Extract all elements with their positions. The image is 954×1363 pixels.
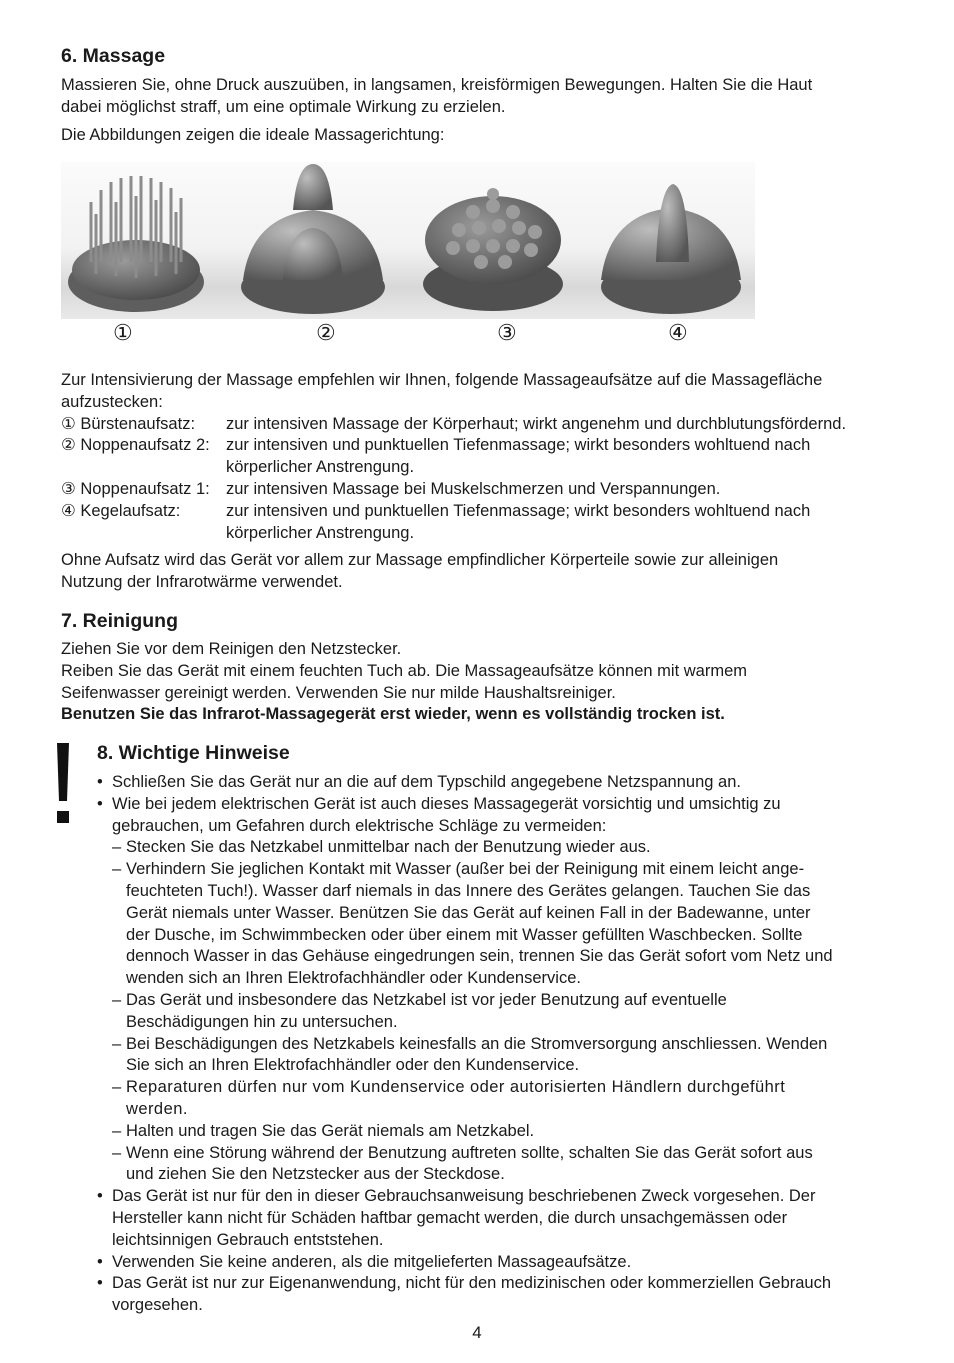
text-line: Reiben Sie das Gerät mit einem feuchten Tuch ab. Die Massageaufsätze können mit warmem (61, 661, 748, 680)
text-line: Ohne Aufsatz wird das Gerät vor allem zur Massage empfindlicher Körperteile sowie zur alleinigen (61, 551, 779, 570)
text-line: aufzustecken: (61, 392, 163, 411)
list-item (97, 1252, 937, 1274)
attachments-list (61, 414, 921, 545)
list-item (112, 1143, 937, 1187)
attachment-desc: zur intensiven Massage der Körperhaut; wirkt angenehm und durchblutungsfördernd. (226, 414, 847, 433)
attachment-term: ② Noppenaufsatz 2: (61, 436, 210, 455)
attachment-term: ① Bürstenaufsatz: (61, 414, 196, 433)
dash-text: dennoch Wasser in das Gehäuse eingedrungen sein, trennen Sie das Gerät sofort vom Netz und (126, 947, 833, 966)
text-line: dabei möglichst straff, um eine optimale Wirkung zu erzielen. (61, 97, 506, 116)
figure-number-3: ③ (497, 320, 517, 345)
list-item (112, 1077, 937, 1121)
bullet-text: Hersteller kann nicht für Schäden haftbar gemacht werden, die durch unsachgemässen oder (112, 1208, 788, 1227)
dash-text: Beschädigungen hin zu untersuchen. (126, 1012, 398, 1031)
dash-text: der Dusche, im Schwimmbecken oder über einem mit Wasser gefüllten Waschbecken. Sollte (126, 925, 803, 944)
notes-list (97, 772, 937, 1317)
massage-attachments-photo (61, 162, 755, 319)
list-item (97, 1273, 937, 1317)
attachment-desc: zur intensiven und punktuellen Tiefenmassage; wirkt besonders wohltuend nach (226, 501, 811, 520)
bullet-text: • Das Gerät ist nur zur Eigenanwendung, nicht für den medizinischen oder kommerziellen Gebrauch (112, 1274, 832, 1293)
nub-attachment (423, 188, 563, 311)
bullet-text: Verwenden Sie keine anderen, als die mitgelieferten Massageaufsätze. (112, 1252, 632, 1271)
term-spacer (61, 523, 226, 545)
figure-number-1: ① (113, 320, 133, 345)
section-heading-cleaning: 7. Reinigung (61, 610, 178, 632)
dash-text: – Wenn eine Störung während der Benutzung auftreten sollte, schalten Sie das Gerät sofort aus (126, 1143, 813, 1162)
dash-text: feuchteten Tuch!). Wasser darf niemals in das Innere des Gerätes gelangen. Tauchen Sie das (126, 881, 811, 900)
cleaning-text (61, 639, 921, 726)
list-item (112, 1034, 937, 1078)
text-line: Seifenwasser gereinigt werden. Verwenden Sie nur milde Haushaltsreiniger. (61, 683, 616, 702)
exclamation-icon (55, 743, 71, 823)
text-line: Nutzung der Infrarotwärme verwendet. (61, 573, 343, 592)
dash-text: – Verhindern Sie jeglichen Kontakt mit Wasser (außer bei der Reinigung mit einem leicht ange- (126, 860, 805, 879)
dash-text: werden. (126, 1099, 188, 1118)
page-number: 4 (472, 1323, 482, 1342)
text-line: Zur Intensivierung der Massage empfehlen wir Ihnen, folgende Massageaufsätze auf die Massagefläche (61, 371, 823, 389)
bullet-text: vorgesehen. (112, 1296, 203, 1315)
dash-text: Gerät niemals unter Wasser. Benützen Sie das Gerät auf keinen Fall in der Badewanne, unter (126, 903, 811, 922)
attachments-illustration (61, 162, 755, 319)
bullet-text: gebrauchen, um Gefahren durch elektrische Schläge zu vermeiden: (112, 816, 607, 835)
figure-number-2: ② (316, 320, 336, 345)
list-item (61, 435, 921, 457)
dash-text: – Das Gerät und insbesondere das Netzkabel ist vor jeder Benutzung auf eventuelle (126, 990, 727, 1009)
warning-line: Benutzen Sie das Infrarot-Massagegerät erst wieder, wenn es vollständig trocken ist. (61, 705, 725, 724)
list-item (112, 859, 937, 990)
massage-intro (61, 75, 921, 146)
list-item (61, 457, 921, 479)
section-heading-massage: 6. Massage (61, 45, 166, 67)
list-item (97, 1186, 937, 1251)
cone-attachment (601, 184, 741, 314)
list-item (112, 1121, 937, 1143)
attachment-desc: zur intensiven und punktuellen Tiefenmassage; wirkt besonders wohltuend nach (226, 436, 811, 455)
attachment-term: ④ Kegelaufsatz: (61, 501, 181, 520)
bullet-text: • Das Gerät ist nur für den in dieser Gebrauchsanweisung beschriebenen Zweck vorgesehen. Der (112, 1187, 816, 1206)
list-item (112, 837, 937, 859)
bullet-text: • Wie bei jedem elektrischen Gerät ist auch dieses Massagegerät vorsichtig und umsichtig zu (112, 794, 781, 813)
list-item (61, 414, 921, 436)
figure-number-4: ④ (668, 320, 688, 345)
dash-text: und ziehen Sie den Netzstecker aus der Steckdose. (126, 1165, 505, 1184)
attachment-desc: körperlicher Anstrengung. (226, 523, 415, 542)
attachment-desc: zur intensiven Massage bei Muskelschmerzen und Verspannungen. (226, 479, 721, 498)
dash-text: – Bei Beschädigungen des Netzkabels keinesfalls an die Stromversorgung anschliessen. Wenden (126, 1034, 828, 1053)
list-item (61, 501, 921, 523)
dash-text: Stecken Sie das Netzkabel unmittelbar nach der Benutzung wieder aus. (126, 838, 651, 857)
bullet-text: Schließen Sie das Gerät nur an die auf dem Typschild angegebene Netzspannung an. (112, 773, 741, 791)
figure-caption: Die Abbildungen zeigen die ideale Massagerichtung: (61, 125, 445, 144)
warning-exclamation-icon (55, 743, 71, 830)
section-heading-notes: 8. Wichtige Hinweise (97, 742, 290, 764)
term-spacer (61, 457, 226, 479)
text-line: Massieren Sie, ohne Druck auszuüben, in langsamen, kreisförmigen Bewegungen. Halten Sie die Haut (61, 76, 813, 94)
dash-text: wenden sich an Ihren Elektrofachhändler oder Kundenservice. (126, 969, 581, 988)
brush-attachment (68, 176, 204, 312)
list-item (97, 772, 937, 794)
text-line: Ziehen Sie vor dem Reinigen den Netzstecker. (61, 640, 402, 658)
attachments-section (61, 370, 921, 594)
attachment-term: ③ Noppenaufsatz 1: (61, 479, 210, 498)
list-item (97, 794, 937, 838)
double-knob-attachment (241, 164, 385, 314)
list-item (61, 479, 921, 501)
attachment-desc: körperlicher Anstrengung. (226, 458, 415, 477)
bullet-text: leichtsinnigen Gebrauch entststehen. (112, 1230, 384, 1249)
list-item (112, 990, 937, 1034)
dash-text: Halten und tragen Sie das Gerät niemals am Netzkabel. (126, 1121, 535, 1140)
dash-text: Sie sich an Ihren Elektrofachhändler oder den Kundenservice. (126, 1056, 580, 1075)
dash-text: – Reparaturen dürfen nur vom Kundenservice oder autorisierten Händlern durchgeführt (126, 1078, 786, 1097)
list-item (61, 523, 921, 545)
